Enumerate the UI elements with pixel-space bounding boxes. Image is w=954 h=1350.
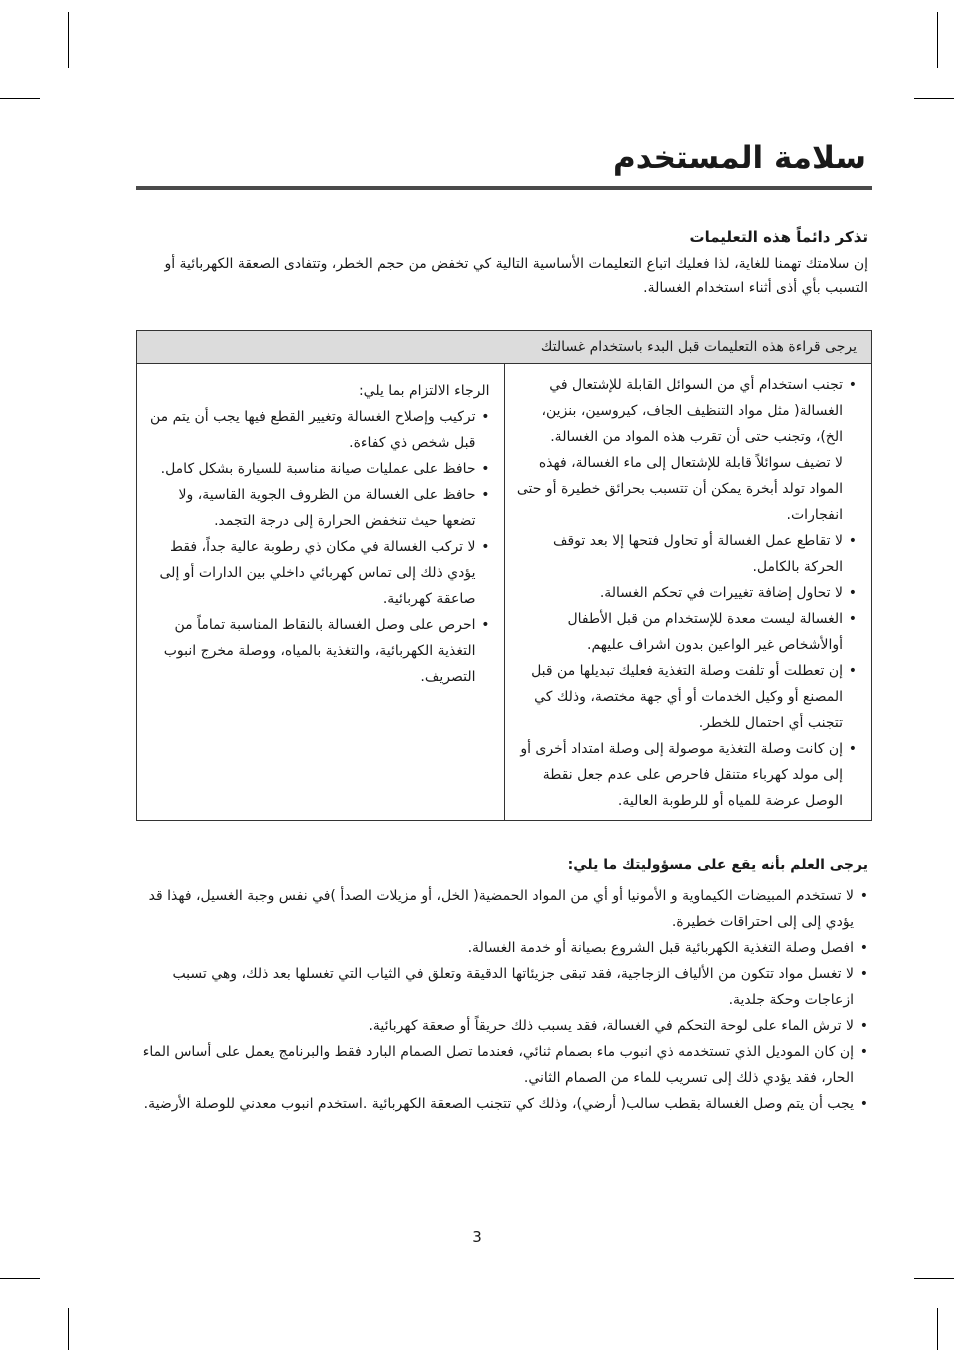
crop-mark — [68, 1308, 69, 1350]
page-title: سلامة المستخدم — [612, 140, 866, 176]
list-item: • تجنب استخدام أي من السوائل القابلة للإشتعال في الغسالة( مثل مواد التنظيف الجاف، كيروسين، بنزين، الخ)، وتجنب حتى أن تقرب هذه المواد من الغسالة. — [515, 372, 844, 450]
document-page — [136, 140, 872, 1117]
list-item: • حافظ على عمليات صيانة مناسبة للسيارة بشكل كامل. — [147, 456, 476, 482]
list-item: • لا ترش الماء على لوحة التحكم في الغسالة، فقد يسبب ذلك حريقاً أو صعقة كهربائية. — [136, 1013, 854, 1039]
list-item: • لا تقاطع عمل الغسالة أو تحاول فتحها إلا بعد توقف الحركة بالكامل. — [515, 528, 844, 580]
crop-mark — [937, 1308, 938, 1350]
left-column-list — [147, 404, 494, 690]
list-item: • إن كان الموديل الذي تستخدمه ذي انبوب ماء بصمام ثنائي، فعندما تصل الصمام البارد فقط والبرنامج يعمل على أساس الماء الحار، فقد يؤدي ذلك إلى تسريب للماء من الصمام الثاني. — [136, 1039, 854, 1091]
left-column-lead: الرجاء الالتزام بما يلي: — [358, 383, 490, 399]
crop-mark — [0, 1278, 40, 1279]
title-rule — [136, 186, 872, 190]
list-item: • الغسالة ليست معدة للإستخدام من قبل الأطفال أوالأشخاص غير الواعين بدون اشراف عليهم. — [515, 606, 844, 658]
crop-mark — [914, 1278, 954, 1279]
remember-heading: تذكر دائماً هذه التعليمات — [689, 228, 868, 246]
list-item: • احرص على وصل الغسالة بالنقاط المناسبة تماماً من التغذية الكهربائية، والتغذية بالمياه، ووصلة مخرج انبوب التصريف. — [147, 612, 476, 690]
intro-paragraph: إن سلامتك تهمنا للغاية، لذا فعليك اتباع التعليمات الأساسية التالية كي تخفض من حجم الخطر، وتتفادى الصعقة الكهربائية أو التسبب بأي أذى أثناء استخدام الغسالة. — [164, 256, 868, 296]
crop-mark — [914, 98, 954, 99]
list-item: • تركيب وإصلاح الغسالة وتغيير القطع فيها يجب أن يتم من قبل شخص ذي كفاءة. — [147, 404, 476, 456]
crop-mark — [937, 12, 938, 68]
crop-mark — [68, 12, 69, 68]
list-item: • حافظ على الغسالة من الظروف الجوية القاسية، ولا تضعها حيث تنخفض الحرارة إلى درجة التجمد. — [147, 482, 476, 534]
list-item: • لا تغسل مواد تتكون من الألياف الزجاجية، فقد تبقى جزيئاتها الدقيقة وتعلق في الثياب التي تغسلها بعد ذلك، وهي تسبب ازعاجات وحكة جلدية. — [136, 961, 854, 1013]
responsibility-list — [136, 883, 872, 1117]
list-item: • لا تحاول إضافة تغييرات في تحكم الغسالة. — [515, 580, 844, 606]
crop-mark — [0, 98, 40, 99]
instructions-box — [136, 330, 872, 821]
list-item: • يجب أن يتم وصل الغسالة بقطب سالب( أرضي)، وذلك كي تتجنب الصعقة الكهربائية .استخدم انبوب معدني للوصلة الأرضية. — [136, 1091, 854, 1117]
list-item: • إن كانت وصلة التغذية موصولة إلى وصلة امتداد أخرى أو إلى مولد كهرباء متنقل فاحرص على عدم جعل نقطة الوصل عرضة للمياه أو للرطوبة العالية. — [515, 736, 844, 814]
list-item: لا تضيف سوائلاً قابلة للإشتعال إلى ماء الغسالة، فهذه المواد تولد أبخرة يمكن أن تتسبب بحرائق خطيرة أو حتى انفجارات. — [516, 455, 843, 523]
box-right-column — [504, 364, 872, 821]
list-item: • لا تركب الغسالة في مكان ذي رطوبة عالية جداً، فقط يؤدي ذلك إلى تماس كهربائي داخلي بين الدارات أو إلى صاعقة كهربائية. — [147, 534, 476, 612]
list-item: • افصل وصلة التغذية الكهربائية قبل الشروع بصيانة أو خدمة الغسالة. — [136, 935, 854, 961]
box-header: يرجى قراءة هذه التعليمات قبل البدء باستخدام غسالتك — [137, 331, 872, 364]
list-item: • لا تستخدم المبيضات الكيماوية و الأمونيا أو أي من المواد الحمضية( الخل، أو مزيلات الصدأ )في نفس وجبة الغسيل، فهذا قد يؤدي إلى إلى احتراقات خطيرة. — [136, 883, 854, 935]
box-left-column — [137, 364, 505, 821]
list-item: • إن تعطلت أو تلفت وصلة التغذية فعليك تبديلها من قبل المصنع أو وكيل الخدمات أو أي جهة مختصة، وذلك كي تتجنب أي احتمال للخطر. — [515, 658, 844, 736]
responsibility-heading: يرجى العلم بأنه يقع على مسؤوليتك ما يلي: — [567, 857, 868, 873]
right-column-list — [515, 372, 862, 814]
page-number: 3 — [472, 1228, 482, 1246]
